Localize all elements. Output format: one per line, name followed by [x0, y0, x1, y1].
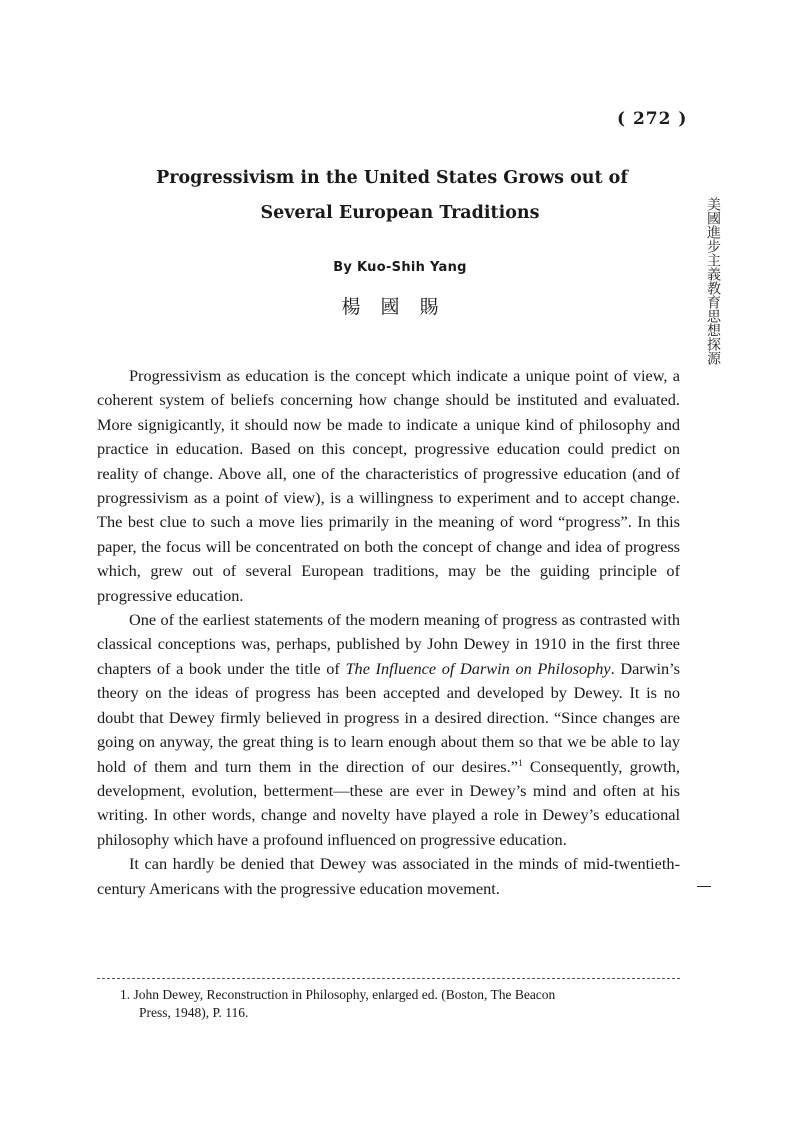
- text-segment: . Darwin’s theory on the ideas of progress has been accepted and developed by Dewey. It is no doubt that Dewey firmly believed in progress in a desired direction. “Since changes are going on anyway, the great thing is to learn enough about them so that we be able to lay hold of them and turn them in the direction of our desires.”: [97, 658, 681, 776]
- footnote-text-line-1: John Dewey, Reconstruction in Philosophy, enlarged ed. (Boston, The Beacon: [133, 987, 556, 1002]
- margin-mark: [697, 886, 711, 887]
- italic-title: The Influence of Darwin on Philosophy: [345, 658, 611, 678]
- footnote-separator: [97, 978, 680, 979]
- page-number: ( 272 ): [617, 109, 688, 129]
- footnote: [120, 986, 680, 1022]
- text-segment: It can hardly be denied that Dewey was associated in the minds of mid-twentieth-century Americans with the progressive education movement.: [97, 854, 680, 898]
- paragraph: [97, 608, 680, 852]
- footnote-number: 1.: [120, 987, 131, 1002]
- running-title-vertical: 美國進步主義教育思想探源: [705, 197, 721, 365]
- paragraph: [97, 364, 680, 608]
- article-title-line-2: Several European Traditions: [260, 203, 540, 223]
- text-segment: One of the earliest statements of the modern meaning of progress as contrasted with classical conceptions was, perhaps, published by John Dewey in 1910 in the first three chapters of a book under the title of: [97, 610, 680, 678]
- text-segment: Progressivism as education is the concept which indicate a unique point of view, a coherent system of beliefs concerning how change should be instituted and evaluated. More signigicantly, it should now be made to indicate a unique kind of philosophy and practice in education. Based on this concept, progressive education could predict on reality of change. Above all, one of the characteristics of progressive education (and of progressivism as a point of view), is a willingness to experiment and to accept change. The best clue to such a move lies primarily in the meaning of word “progress”. In this paper, the focus will be concentrated on both the concept of change and idea of progress which, grew out of several European traditions, may be the guiding principle of progressive education.: [97, 366, 680, 605]
- article-body: [97, 364, 680, 901]
- text-segment: Consequently, growth, development, evolution, betterment—these are ever in Dewey’s mind and often at his writing. In other words, change and novelty have played a role in Dewey’s educational philosophy which have a profound influenced on progressive education.: [97, 756, 680, 849]
- footnote-reference: 1: [517, 757, 523, 768]
- footnote-text-line-2: Press, 1948), P. 116.: [139, 1005, 249, 1020]
- paragraph: [97, 852, 680, 901]
- article-title-line-1: Progressivism in the United States Grows out of: [156, 168, 628, 188]
- author-byline: By Kuo-Shih Yang: [333, 260, 467, 275]
- author-name-cjk: 楊國賜: [341, 296, 459, 318]
